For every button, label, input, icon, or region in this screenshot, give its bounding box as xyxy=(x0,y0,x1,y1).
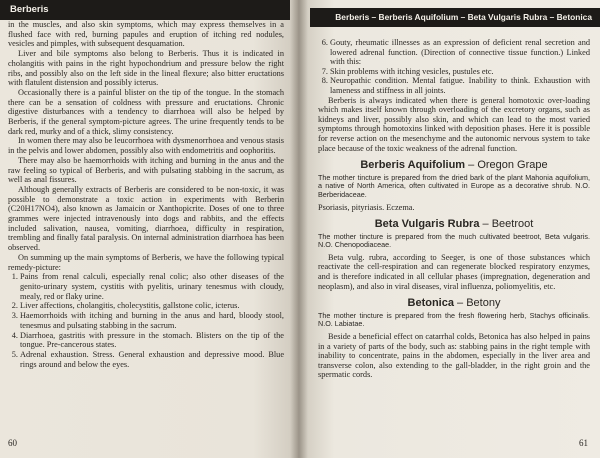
paragraph: Occasionally there is a painful blister on the tip of the tongue. In the stomach there can be a sensation of coldness with pressure and eructations. Chronic digestive disturbances with a tendency to diarrhoea will also be helped by Berberis, if the general symptom-picture agrees. The urine frequently tends to be dark red, murky and of a thick, slimy consistency. xyxy=(8,87,284,136)
running-head-bar-right xyxy=(310,8,600,27)
section-description: The mother tincture is prepared from the much cultivated beetroot, Beta vulgaris. N.O. Chenopodiaceae. xyxy=(318,231,590,250)
section-heading xyxy=(318,161,590,171)
paragraph: Although generally extracts of Berberis are considered to be non-toxic, it was possible to demonstrate a toxic action in experiments with Berberin (C20H17NO4), also known as Jamaicin or Xanthopicrite. Doses of one to three grammes were injected intravenously into dogs and rabbits, and the effects included salivation, nausea, vomiting, diarrhoea, difficulty in respiration, trembling and finally fatal paralysis. On internal administration diarrhoea has been observed. xyxy=(8,184,284,253)
section-common-name: – Betony xyxy=(457,297,501,310)
section-common-name: – Beetroot xyxy=(482,218,534,231)
section-name: Beta Vulgaris Rubra xyxy=(374,218,480,231)
list-item: 5. Adrenal exhaustion. Stress. General exhaustion and depressive mood. Blue rings around and below the eyes. xyxy=(20,350,284,369)
paragraph: There may also be haemorrhoids with itching and burning in the anus and the raw feeling so typical of Berberis, and with pulsating stabbing in the sacrum, as well as anal fissures. xyxy=(8,155,284,185)
section-text: Beside a beneficial effect on catarrhal colds, Betonica has also helped in pains in a variety of parts of the body, such as: stabbing pains in the right temple with inability to concentrate, pains in the abdomen, especially in the liver area and transverse colon, also extending to the gall-bladder, in the right groin and the spermatic cords. xyxy=(318,332,590,380)
right-body-text xyxy=(318,38,590,380)
section-name: Berberis Aquifolium xyxy=(360,159,466,172)
list-item: 2. Liver affections, cholangitis, cholecystitis, gallstone colic, icterus. xyxy=(20,301,284,311)
page-number-right: 61 xyxy=(579,438,588,448)
list-item: 6. Gouty, rheumatic illnesses as an expression of deficient renal secretion and lowered adrenal function. (Direction of connective tissue function.) Linked with this: xyxy=(330,38,590,67)
list-item: 7. Skin problems with itching vesicles, pustules etc. xyxy=(330,67,590,77)
section-heading xyxy=(318,299,590,309)
paragraph: Liver and bile symptoms also belong to Berberis. Thus it is indicated in cholangitis with pains in the right hypochondrium and pressure below the right ribs, and possibly also on the left side in the lineal flexure; also bitter eructations with flatulent distension and possibly icterus. xyxy=(8,49,284,88)
list-item: 4. Diarrhoea, gastritis with pressure in the stomach. Blisters on the tip of the tongue. Pre-cancerous states. xyxy=(20,331,284,350)
list-item: 3. Haemorrhoids with itching and burning in the anus and hard, bloody stool, tenesmus and pulsating stabbing in the sacrum. xyxy=(20,311,284,330)
symptom-list-continued xyxy=(318,38,590,96)
page-number-left: 60 xyxy=(8,438,17,448)
paragraph: On summing up the main symptoms of Berberis, we have the following typical remedy-picture: xyxy=(8,252,284,272)
section-description: The mother tincture is prepared from the dried bark of the plant Mahonia aquifolium, a native of North America, often cultivated in Europe as a decorative shrub. N.O. Berberidaceae. xyxy=(318,172,590,199)
right-page xyxy=(298,0,600,458)
symptom-list xyxy=(8,272,284,369)
list-item: 8. Neuropathic condition. Mental fatigue. Inability to think. Exhaustion with lameness and stiffness in all joints. xyxy=(330,76,590,95)
section-text: Beta vulg. rubra, according to Seeger, is one of those substances which reactivate the cell-respiration and can regenerate blocked respiratory enzymes, and is therefore indicated in all cellular phases (impregnation, degeneration and neoplasm), and also in viral diseases, viral influenza, poliomyelitis, etc. xyxy=(318,252,590,291)
paragraph: In women there may also be leucorrhoea with dysmenorrhoea and venous stasis in the pelvis and lower abdomen, possibly also with endometritis and oophoritis. xyxy=(8,136,284,156)
section-description: The mother tincture is prepared from the fresh flowering herb, Stachys officinalis. N.O. Labiatae. xyxy=(318,310,590,329)
paragraph: Berberis is always indicated when there is general homotoxic over-loading which makes itself known through overloading of the excretory organs, such as kidneys and liver, possibly also skin, and which can lead to the most varied symptoms through homotoxins linked with deposition phases. Here it is possible for reverse action on the mesenchyme and the autonomic nervous system to take place because of the toxic weakness of the adrenal function. xyxy=(318,95,590,153)
list-item: 1. Pains from renal calculi, especially renal colic; also other diseases of the genito-urinary system, cystitis with pyelitis, urinary tenesmus with cloudy, mealy, red or flaky urine. xyxy=(20,272,284,301)
paragraph: in the muscles, and also skin symptoms, which may express themselves in a flushed face with red, burning papules and eruption of itching red nodules, vesicles and pimples, with subsequent desquamation. xyxy=(8,20,284,49)
section-common-name: – Oregon Grape xyxy=(468,159,548,172)
left-page xyxy=(0,0,298,458)
section-heading xyxy=(318,220,590,230)
section-name: Betonica xyxy=(407,297,454,310)
running-head-bar-left xyxy=(0,0,290,20)
running-head-left: Berberis xyxy=(10,4,49,15)
running-head-right: Berberis – Berberis Aquifolium – Beta Vulgaris Rubra – Betonica xyxy=(335,12,592,22)
book-gutter xyxy=(290,0,308,458)
section-text: Psoriasis, pityriasis. Eczema. xyxy=(318,202,415,212)
left-body-text xyxy=(8,20,284,369)
